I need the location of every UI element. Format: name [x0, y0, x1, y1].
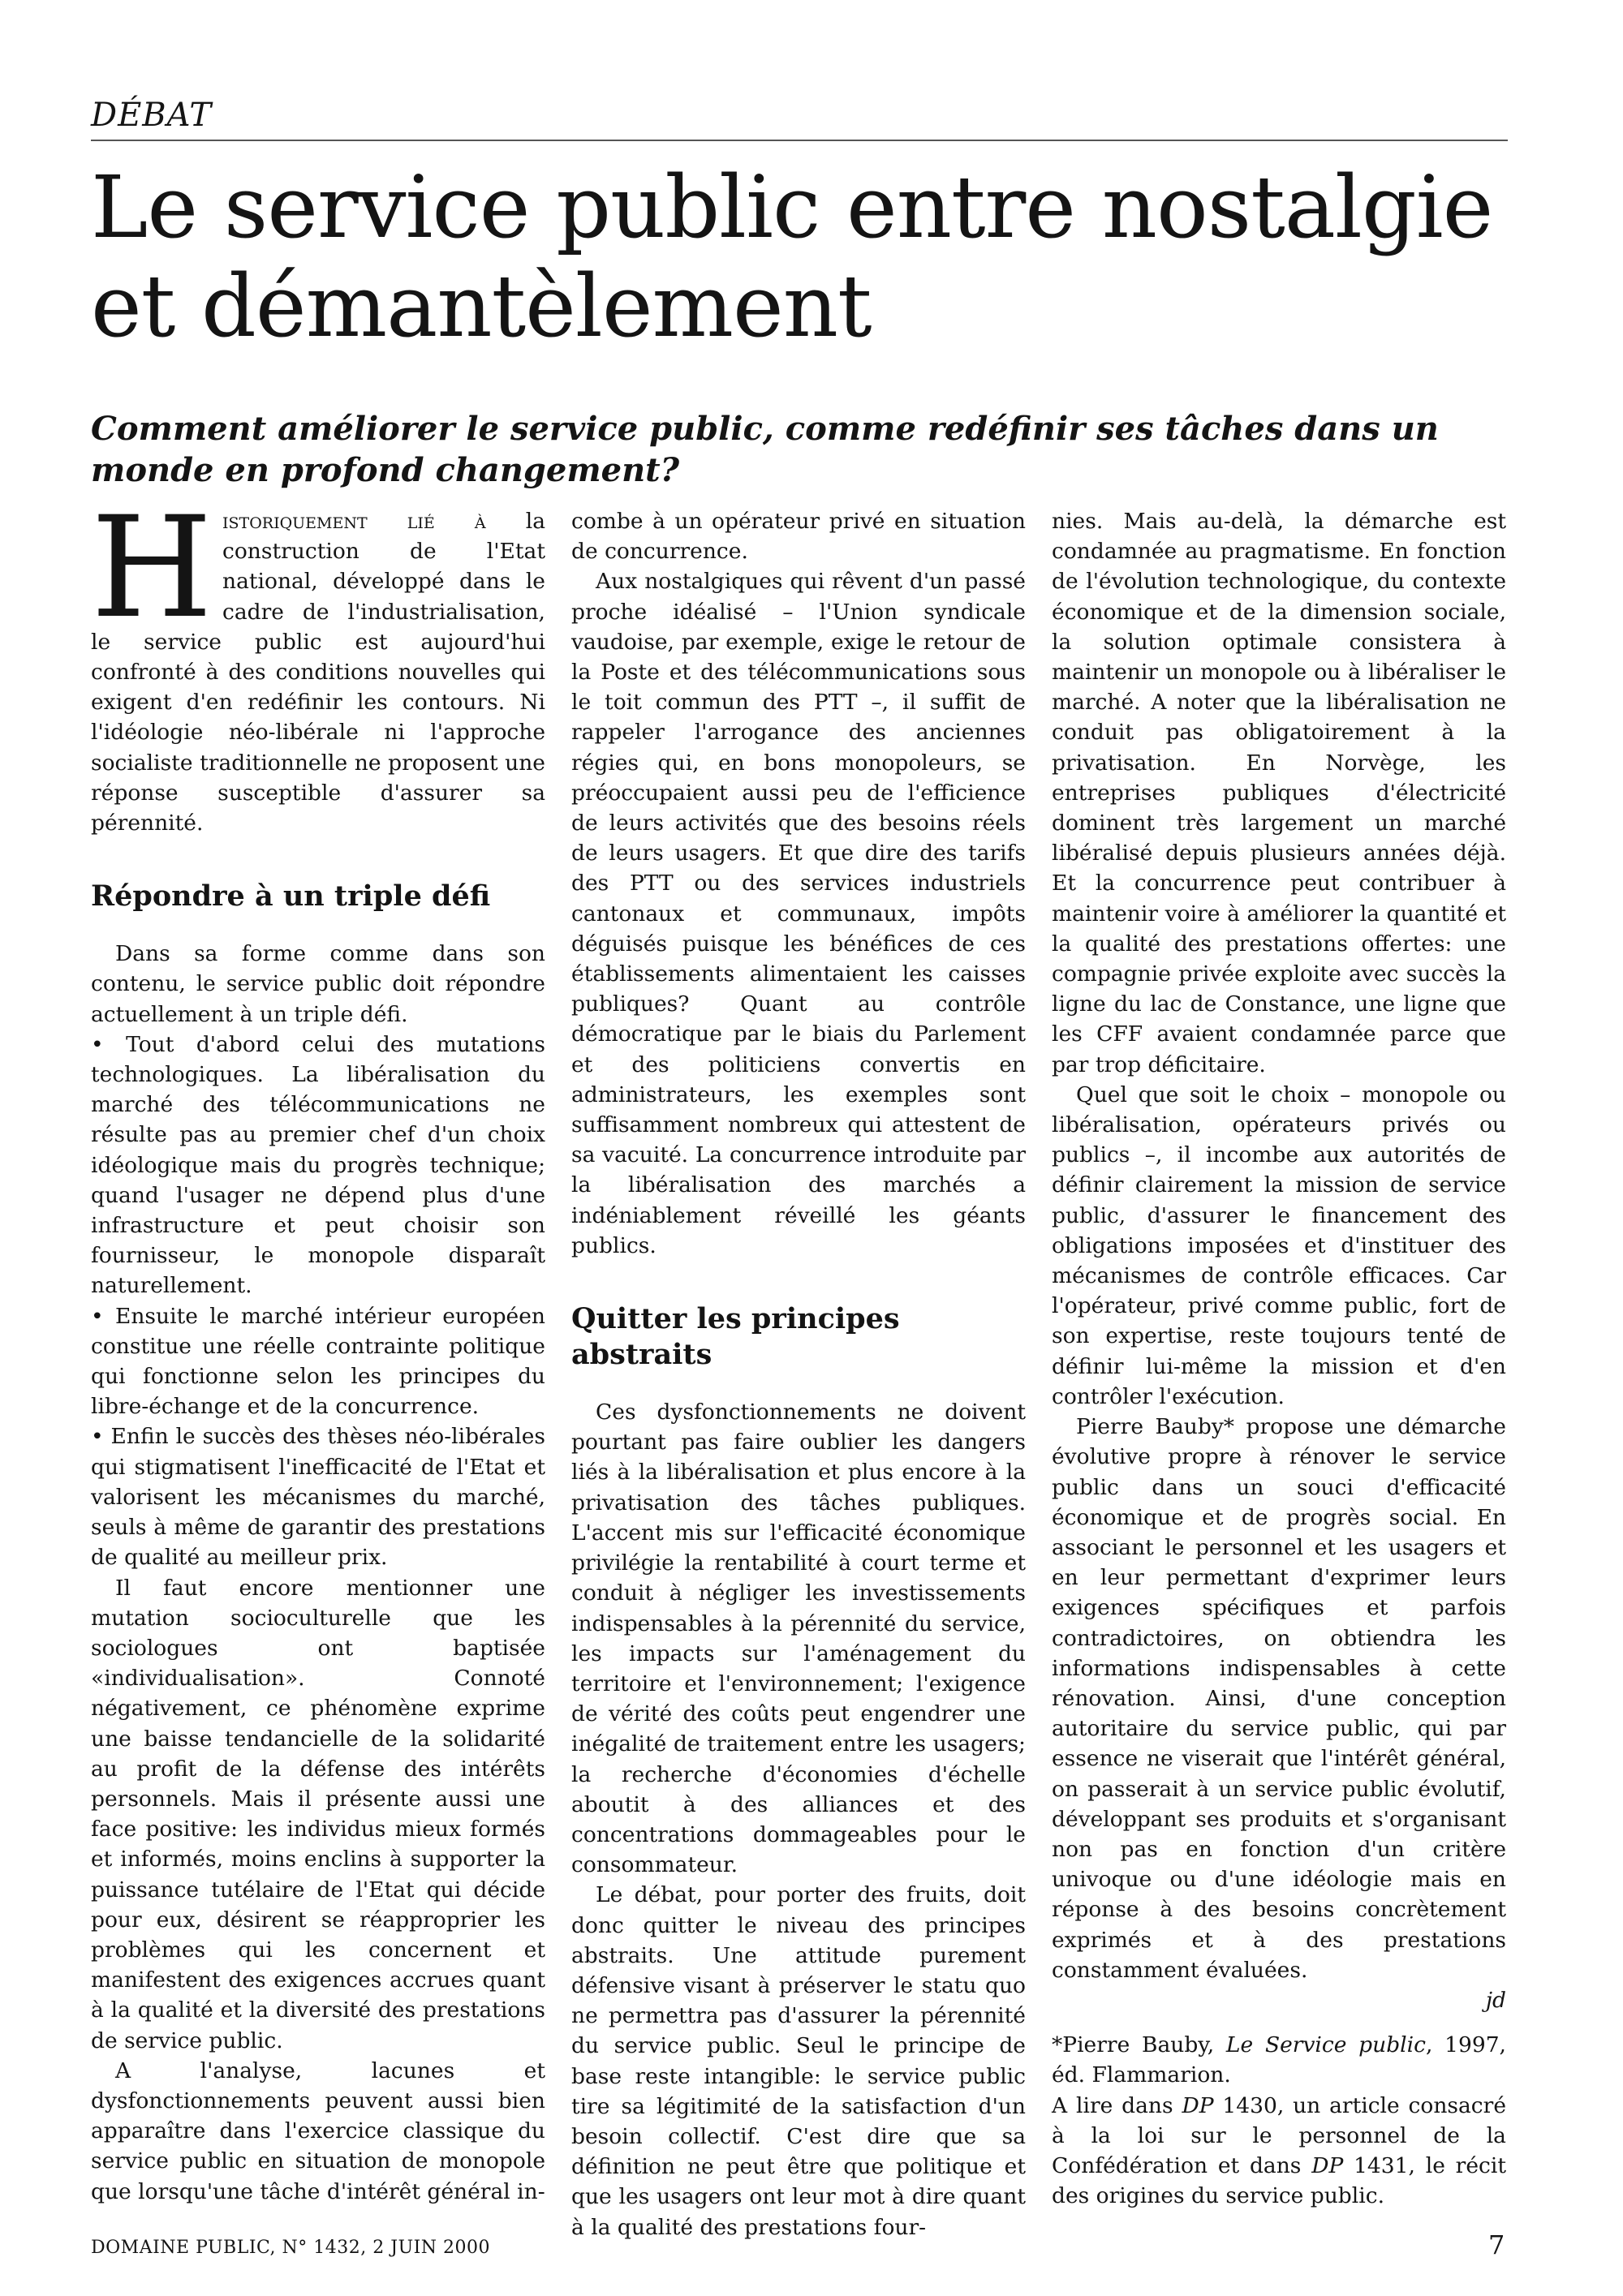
paragraph: combe à un opérateur privé en situation de concurrence.	[571, 509, 1026, 565]
section-rubric: DÉBAT	[91, 96, 1508, 141]
intro-text: la construction de l'Etat national, développé dans le cadre de l'industrialisation, le service public est aujourd'hui confronté à des conditions nouvelles qui exigent d'en redéfinir les contours. Ni l'idéologie néo-libérale ni l'approche socialiste traditionnelle ne proposent une réponse susceptible d'assurer sa pérennité.	[91, 509, 545, 836]
paragraph: Aux nostalgiques qui rêvent d'un passé proche idéalisé – l'Union syndicale vaudoise, par exemple, exige le retour de la Poste et des télécommunications sous le toit commun des PTT –, il suffit de rappeler l'arrogance des anciennes régies qui, en bons monopoleurs, se préoccupaient aussi peu de l'efficience de leurs activités que des besoins réels de leurs usagers. Et que dire des tarifs des PTT ou des services industriels cantonaux et communaux, impôts déguisés puisque les bénéfices de ces établissements alimentaient les caisses publiques? Quant au contrôle démocratique par le biais du Parlement et des politiciens convertis en administrateurs, les exemples sont suffisamment nombreux qui attestent de sa vacuité. La concurrence introduite par la libéralisation des marchés a indéniablement réveillé les géants publics.	[571, 569, 1026, 1258]
paragraph: Quel que soit le choix – monopole ou libéralisation, opérateurs privés ou publics –, il incombe aux autorités de définir clairement la mission de service public, d'assurer le financement des obligations imposées et d'instituer des mécanismes de contrôle efficaces. Car l'opérateur, privé comme public, fort de son expertise, reste toujours tenté de définir lui-même la mission et d'en contrôler l'exécution.	[1052, 1081, 1506, 1409]
column-1	[91, 486, 545, 2207]
intro-paragraph	[91, 486, 545, 838]
footnote-text: , 1997, éd. Flammarion.	[1052, 2032, 1506, 2088]
note-text: 1431, le récit des origines du service public.	[1052, 2152, 1506, 2209]
paragraph: Ces dysfonctionnements ne doivent pourtant pas faire oublier les dangers liés à la libéralisation et plus encore à la privatisation des tâches publiques. L'accent mis sur l'efficacité économique privilégie la rentabilité à court terme et conduit à négliger les investissements indispensables à la pérennité du service, les impacts sur l'aménagement du territoire et l'environnement; l'exigence de vérité des coûts peut engendrer une inégalité de traitement entre les usagers; la recherche d'économies d'échelle aboutit à des alliances et des concentrations dommageables pour le consommateur.	[571, 1400, 1026, 1878]
column-3	[1052, 506, 1506, 2211]
paragraph: Pierre Bauby* propose une démarche évolutive propre à rénover le service public dans un souci d'efficacité économique et de progrès social. En associant le personnel et les usagers et en leur permettant d'exprimer leurs exigences spécifiques et parfois contradictoires, on obtiendra les informations indispensables à cette rénovation. Ainsi, d'une conception autoritaire du service public, qui par essence ne viserait que l'intérêt général, on passerait à un service public évolutif, développant ses produits et s'organisant non pas en fonction d'un critère univoque ou d'une idéologie mais en réponse à des besoins concrètement exprimés et à des prestations constamment évaluées.	[1052, 1414, 1506, 1983]
book-title: Le Service public	[1225, 2032, 1426, 2058]
article-lead: Comment améliorer le service public, comme redéfinir ses tâches dans un monde en profond changement?	[91, 410, 1439, 489]
paragraph: A l'analyse, lacunes et dysfonctionnements peuvent aussi bien apparaître dans l'exercice classique du service public en situation de monopole que lorsqu'une tâche d'intérêt général in-	[91, 2057, 545, 2204]
publication-abbrev: DP	[1311, 2152, 1344, 2178]
publication-abbrev: DP	[1182, 2092, 1214, 2118]
footnote	[1052, 2030, 1506, 2090]
footer-publication: DOMAINE PUBLIC, N° 1432, 2 JUIN 2000	[91, 2238, 491, 2258]
title-line-1: Le service public entre nostalgie	[91, 157, 1493, 257]
paragraph: Il faut encore mentionner une mutation socioculturelle que les sociologues ont baptisée «individualisation». Connoté négativement, ce phénomène exprime une baisse tendancielle de la solidarité au profit de la défense des intérêts personnels. Mais il présente aussi une face positive: les individus mieux formés et informés, moins enclins à supporter la puissance tutélaire de l'Etat qui décide pour eux, désirent se réapproprier les problèmes qui les concernent et manifestent des exigences accrues quant à la qualité et la diversité des prestations de service public.	[91, 1575, 545, 2053]
article-title	[91, 158, 1535, 356]
bullet-item: • Tout d'abord celui des mutations technologiques. La libéralisation du marché des télécommunications ne résulte pas au premier chef d'un choix idéologique mais du progrès technique; quand l'usager ne dépend plus d'une infrastructure et peut choisir son fournisseur, le monopole disparaît naturellement.	[91, 1030, 545, 1301]
author-signature: jd	[1485, 1987, 1506, 2013]
note-text: A lire dans	[1052, 2092, 1182, 2118]
column-2	[571, 506, 1026, 2242]
bullet-item: • Ensuite le marché intérieur européen constitue une réelle contrainte politique qui fonctionne selon les principes du libre-échange et de la concurrence.	[91, 1301, 545, 1422]
paragraph: nies. Mais au-delà, la démarche est condamnée au pragmatisme. En fonction de l'évolution technologique, du contexte économique et de la dimension sociale, la solution optimale consistera à maintenir un monopole ou à libéraliser le marché. A noter que la libéralisation ne conduit pas obligatoirement à la privatisation. En Norvège, les entreprises publiques d'électricité dominent très largement un marché libéralisé depuis plusieurs années déjà. Et la concurrence peut contribuer à maintenir voire à améliorer la quantité et la qualité des prestations offertes: une compagnie privée exploite avec succès la ligne du lac de Constance, une ligne que les CFF avaient condamnée parce que par trop déficitaire.	[1052, 509, 1506, 1077]
subheading-principes-abstraits: Quitter les principes abstraits	[571, 1302, 900, 1372]
footnote-text: *Pierre Bauby,	[1052, 2032, 1226, 2058]
bullet-item: • Enfin le succès des thèses néo-libérales qui stigmatisent l'inefficacité de l'Etat et valorisent les mécanismes du marché, seuls à même de garantir des prestations de qualité au meilleur prix.	[91, 1421, 545, 1572]
related-reading-note	[1052, 2091, 1506, 2212]
paragraph: Le débat, pour porter des fruits, doit donc quitter le niveau des principes abstraits. Une attitude purement défensive visant à préserver le statu quo ne permettra pas d'assurer la pérennité du service public. Seul le principe de base reste intangible: le service public tire sa légitimité de la satisfaction d'un besoin collectif. C'est dire que sa définition ne peut être que politique et que les usagers ont leur mot à dire quant à la qualité des prestations four-	[571, 1882, 1026, 2240]
page-number: 7	[1488, 2229, 1505, 2260]
intro-smallcaps: istoriquement lié à	[222, 509, 486, 534]
drop-cap: H	[91, 486, 213, 649]
paragraph: Dans sa forme comme dans son contenu, le service public doit répondre actuellement à un triple défi.	[91, 941, 545, 1027]
subheading-triple-defi: Répondre à un triple défi	[91, 879, 491, 914]
note-text: 1430, un article consacré à la loi sur le personnel de la Confédération et dans	[1052, 2092, 1507, 2178]
title-line-2: et démantèlement	[91, 256, 872, 356]
